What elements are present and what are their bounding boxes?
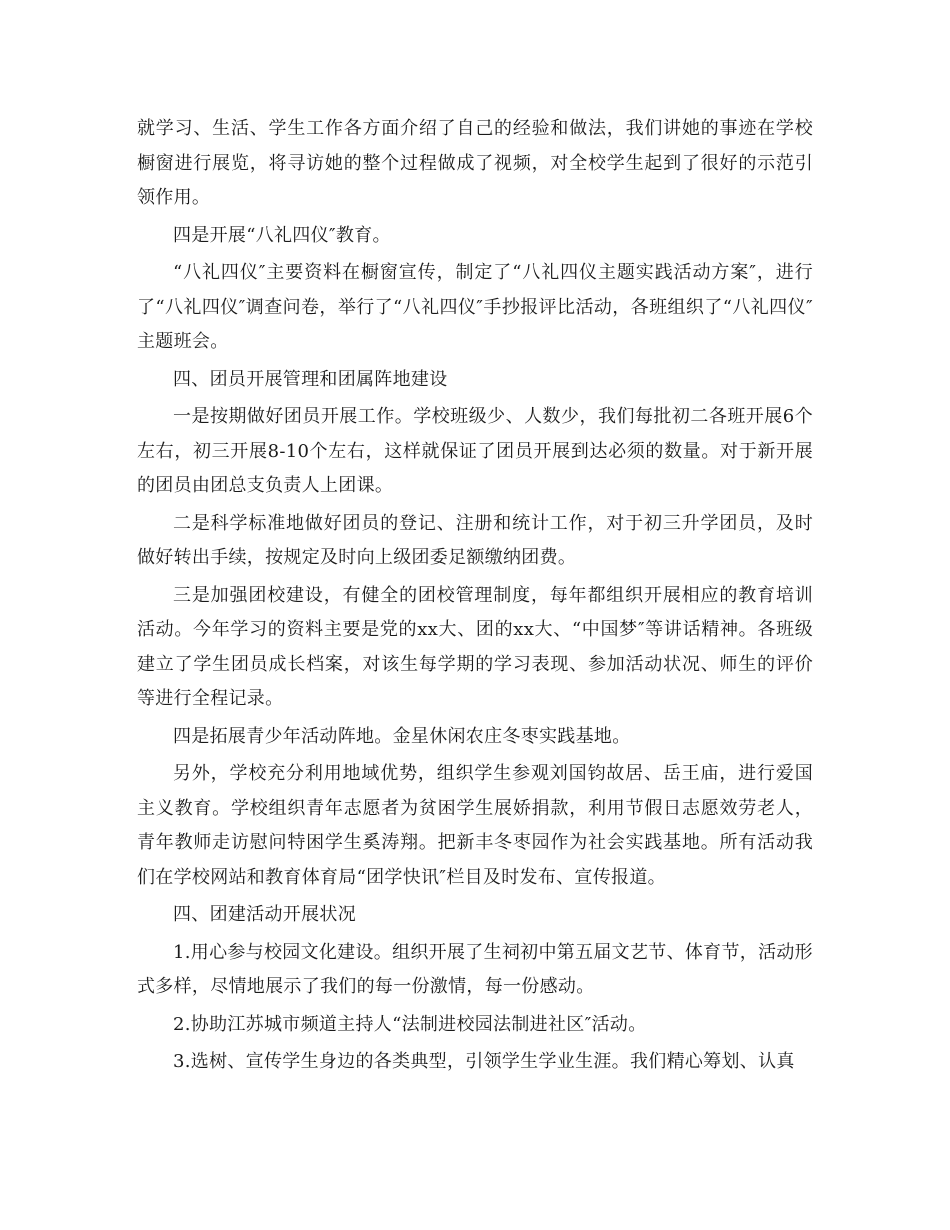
paragraph-6: 二是科学标准地做好团员的登记、注册和统计工作，对于初三升学团员，及时做好转出手续，按规定及时向上级团委足额缴纳团费。 [137, 512, 813, 568]
paragraph-3: “八礼四仪″主要资料在橱窗宣传，制定了“八礼四仪主题实践活动方案″，进行了“八礼四仪″调查问卷，举行了“八礼四仪″手抄报评比活动，各班组织了“八礼四仪″主题班会。 [137, 262, 813, 352]
paragraph-13: 3.选树、宣传学生身边的各类典型，引领学生学业生涯。我们精心筹划、认真 [173, 1051, 795, 1072]
paragraph-1: 就学习、生活、学生工作各方面介绍了自己的经验和做法，我们讲她的事迹在学校橱窗进行展览，将寻访她的整个过程做成了视频，对全校学生起到了很好的示范引领作用。 [137, 118, 813, 208]
section-heading-4: 四、团员开展管理和团属阵地建设 [173, 368, 448, 390]
paragraph-9: 另外，学校充分利用地域优势，组织学生参观刘国钧故居、岳王庙，进行爱国主义教育。学校组织青年志愿者为贫困学生展娇捐款，利用节假日志愿效劳老人，青年教师走访慰问特困学生奚涛翔。把新丰冬枣园作为社会实践基地。所有活动我们在学校网站和教育体育局“团学快讯″栏目及时发布、宣传报道。 [137, 763, 813, 888]
paragraph-7: 三是加强团校建设，有健全的团校管理制度，每年都组织开展相应的教育培训活动。今年学习的资料主要是党的xx大、团的xx大、“中国梦″等讲话精神。各班级建立了学生团员成长档案，对该生每学期的学习表现、参加活动状况、师生的评价等进行全程记录。 [137, 584, 813, 709]
paragraph-12: 2.协助江苏城市频道主持人“法制进校园法制进社区″活动。 [173, 1013, 647, 1035]
document-body [137, 112, 813, 1083]
paragraph-2: 四是开展“八礼四仪″教育。 [173, 224, 391, 246]
section-heading-10: 四、团建活动开展状况 [173, 904, 356, 925]
paragraph-8: 四是拓展青少年活动阵地。金星休闲农庄冬枣实践基地。 [173, 725, 631, 747]
paragraph-5: 一是按期做好团员开展工作。学校班级少、人数少，我们每批初二各班开展6个左右，初三开展8-10个左右，这样就保证了团员开展到达必须的数量。对于新开展的团员由团总支负责人上团课。 [137, 406, 813, 496]
paragraph-11: 1.用心参与校园文化建设。组织开展了生祠初中第五届文艺节、体育节，活动形式多样，尽情地展示了我们的每一份激情，每一份感动。 [137, 941, 813, 997]
